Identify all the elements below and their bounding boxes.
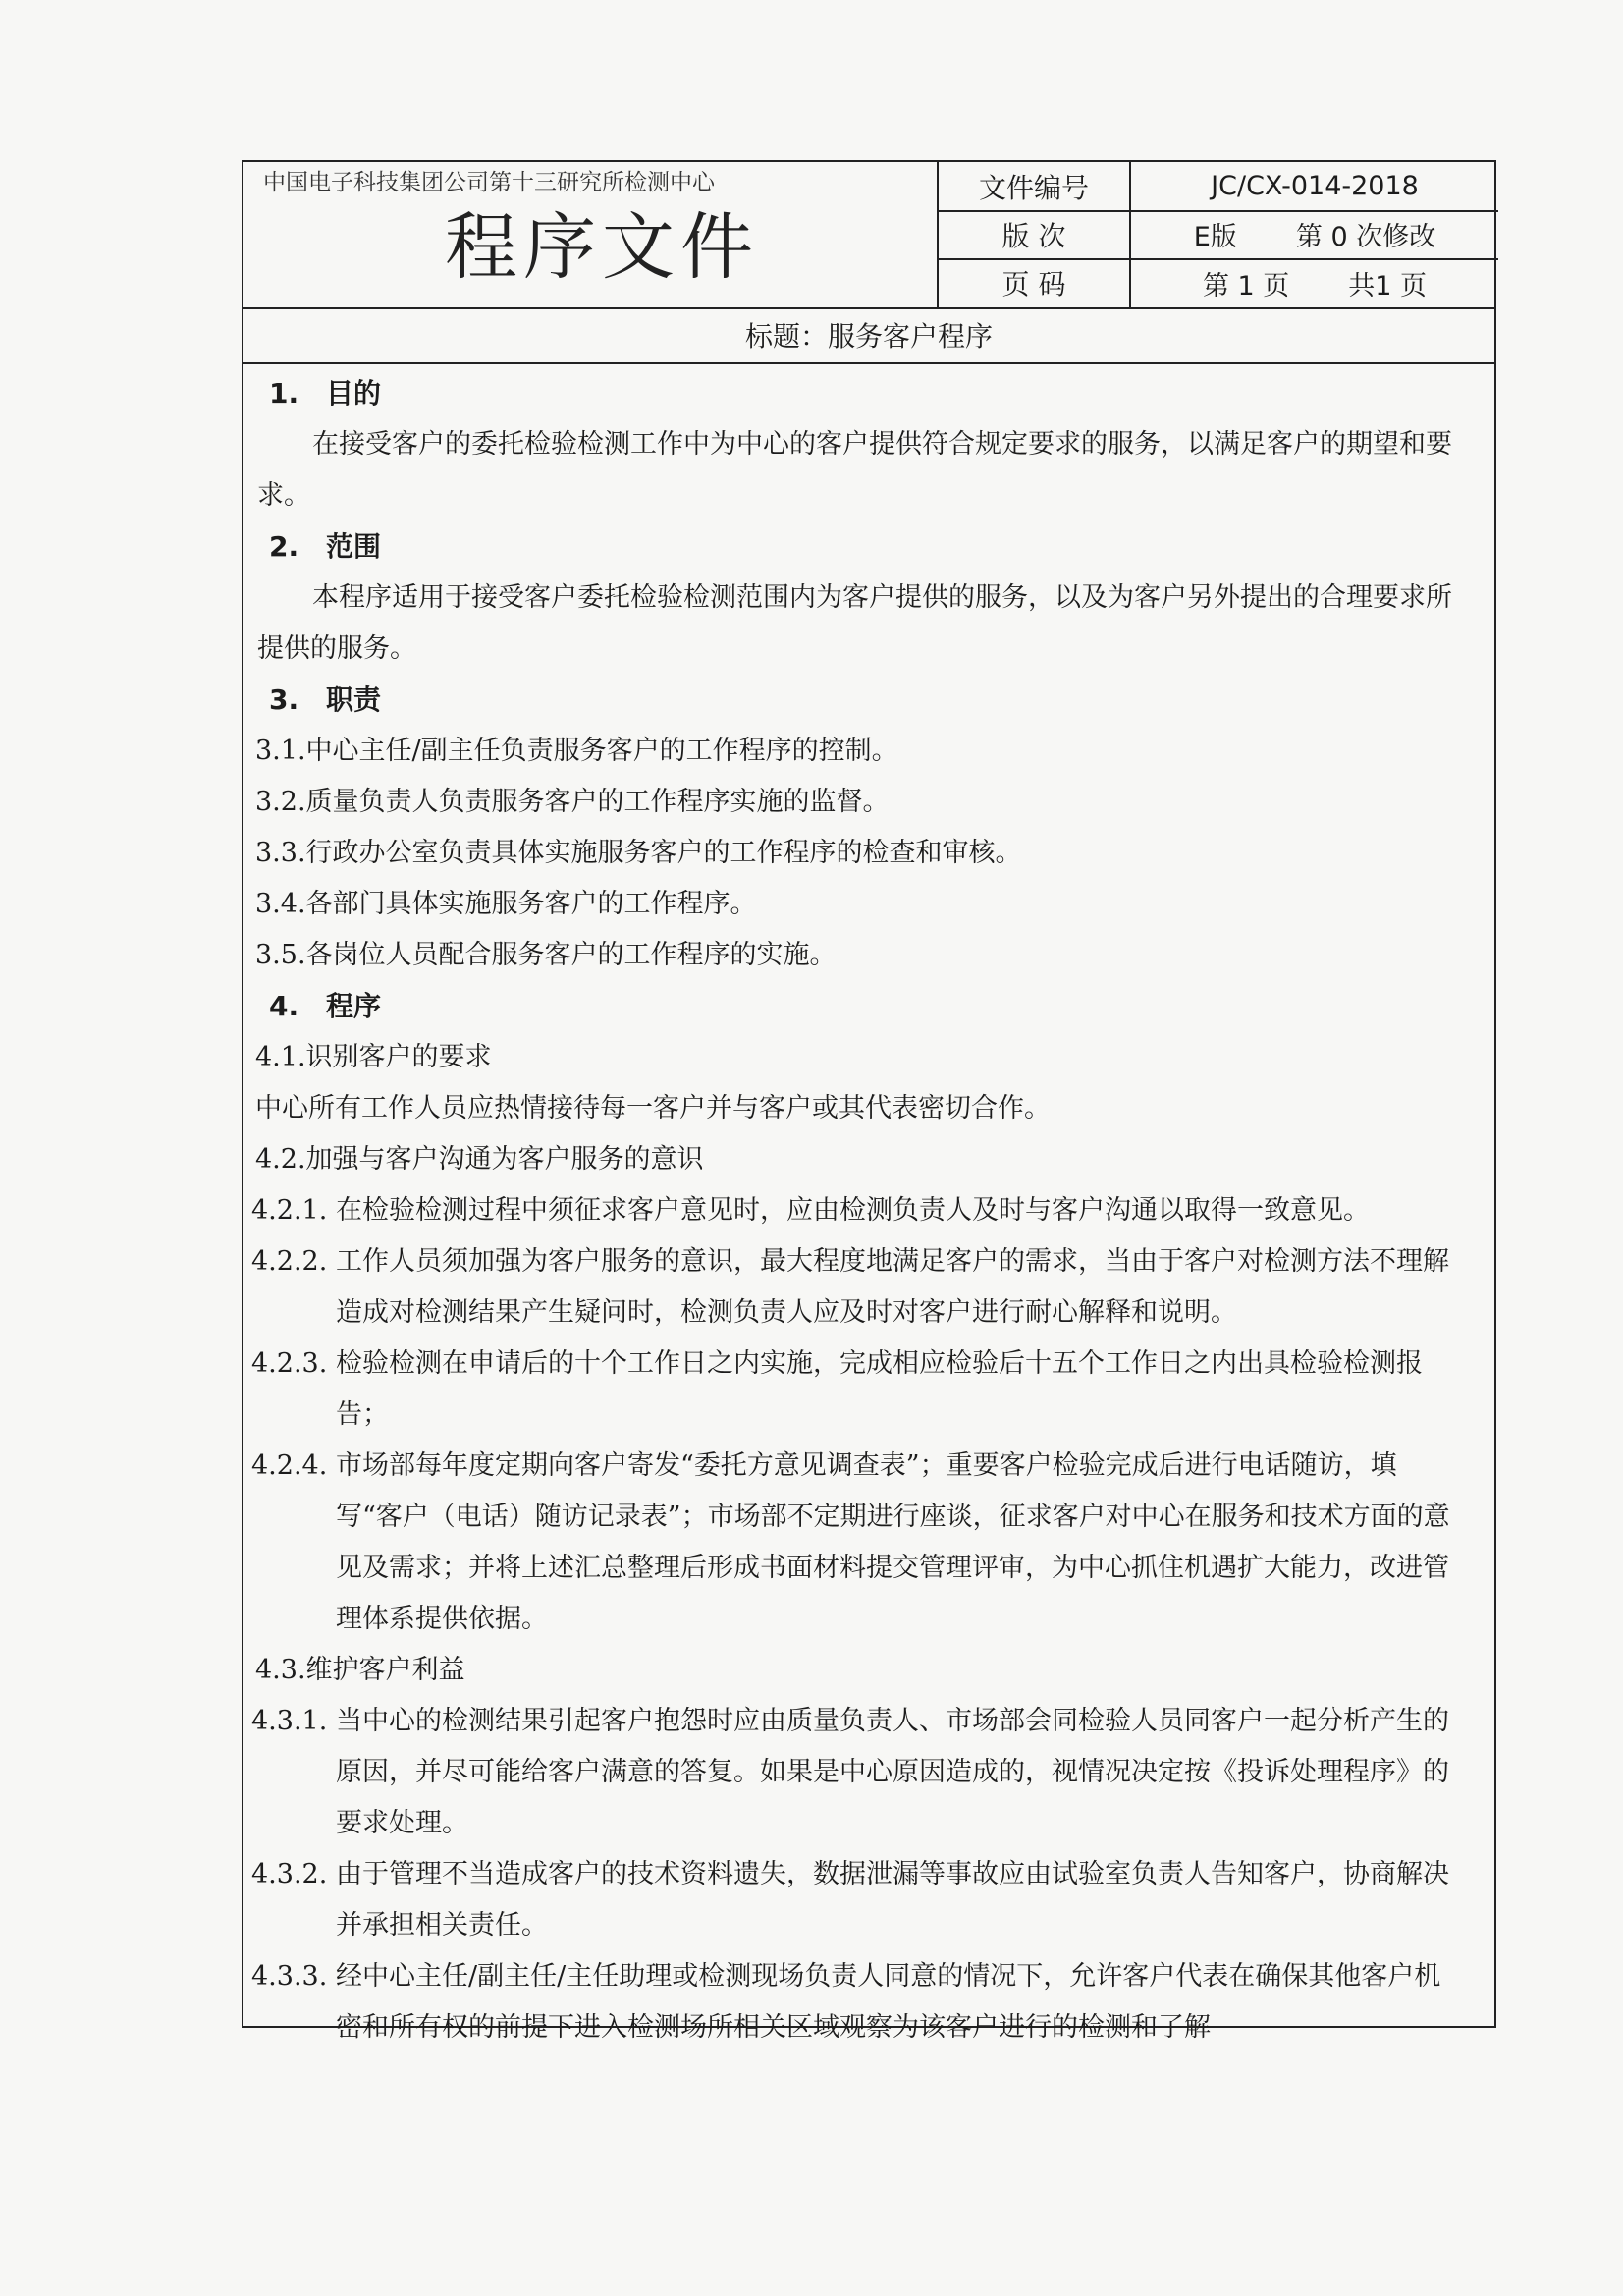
document-title: 标题：服务客户程序 [243, 307, 1494, 364]
clause-number: 4.3.1. [251, 1706, 328, 1736]
clause-4-3-3 [251, 1951, 1463, 2053]
page-label: 页 码 [939, 258, 1131, 307]
clause-4-2: 4.2.加强与客户沟通为客户服务的意识 [255, 1144, 704, 1175]
document-body [251, 368, 1463, 2053]
section-title: 目的 [326, 377, 382, 410]
clause-3-5: 3.5.各岗位人员配合服务客户的工作程序的实施。 [255, 940, 837, 970]
clause-4-2-4 [251, 1441, 1463, 1645]
clause-3-2: 3.2.质量负责人负责服务客户的工作程序实施的监督。 [255, 787, 890, 817]
clause-number: 4.2.4. [251, 1450, 328, 1481]
version-label: 版 次 [939, 210, 1131, 258]
clause-number: 4.2.1. [251, 1195, 328, 1226]
clause-4-3-2 [251, 1849, 1463, 1951]
section-number: 2. [269, 530, 299, 563]
organization-name: 中国电子科技集团公司第十三研究所检测中心 [263, 170, 715, 195]
version-row [939, 210, 1498, 260]
clause-number: 4.2.2. [251, 1246, 328, 1277]
section-title: 范围 [326, 530, 382, 563]
document-meta-table [937, 162, 1498, 307]
clause-4-1: 4.1.识别客户的要求 [255, 1042, 492, 1072]
version-edition: E版 [1193, 222, 1237, 252]
section-number: 4. [269, 990, 299, 1022]
clause-text: 工作人员须加强为客户服务的意识，最大程度地满足客户的需求，当由于客户对检测方法不理解造成对检测结果产生疑问时，检测负责人应及时对客户进行耐心解释和说明。 [336, 1246, 1449, 1328]
file-number-label: 文件编号 [939, 162, 1131, 210]
clause-text: 检验检测在申请后的十个工作日之内实施，完成相应检验后十五个工作日之内出具检验检测报告； [336, 1348, 1423, 1430]
clause-number: 4.3.3. [251, 1961, 328, 1992]
section-heading-3 [255, 675, 1463, 726]
document-page [242, 160, 1496, 2043]
clause-text: 经中心主任/副主任/主任助理或检测现场负责人同意的情况下，允许客户代表在确保其他客户机密和所有权的前提下进入检测场所相关区域观察为该客户进行的检测和了解 [336, 1961, 1441, 2043]
document-type: 程序文件 [445, 205, 759, 290]
section-heading-2 [255, 521, 1463, 573]
clause-text: 在检验检测过程中须征求客户意见时，应由检测负责人及时与客户沟通以取得一致意见。 [336, 1195, 1370, 1226]
clause-3-3: 3.3.行政办公室负责具体实施服务客户的工作程序的检查和审核。 [255, 838, 1022, 868]
page-row [939, 258, 1498, 307]
section-number: 3. [269, 683, 299, 716]
clause-3-4: 3.4.各部门具体实施服务客户的工作程序。 [255, 889, 757, 919]
section-1-paragraph: 在接受客户的委托检验检测工作中为中心的客户提供符合规定要求的服务，以满足客户的期望和要求。 [257, 429, 1452, 511]
section-title: 职责 [326, 683, 382, 716]
page-total: 共1 页 [1348, 270, 1428, 301]
document-header [243, 162, 1494, 309]
section-2-paragraph: 本程序适用于接受客户委托检验检测范围内为客户提供的服务，以及为客户另外提出的合理要求所提供的服务。 [257, 582, 1452, 664]
file-number-row [939, 162, 1498, 212]
clause-4-3: 4.3.维护客户利益 [255, 1655, 465, 1685]
clause-4-2-2 [251, 1236, 1463, 1339]
clause-text: 市场部每年度定期向客户寄发“委托方意见调查表”；重要客户检验完成后进行电话随访，填写“客户（电话）随访记录表”；市场部不定期进行座谈，征求客户对中心在服务和技术方面的意见及需求；并将上述汇总整理后形成书面材料提交管理评审，为中心抓住机遇扩大能力，改进管理体系提供依据。 [336, 1450, 1450, 1634]
clause-4-2-3 [251, 1339, 1463, 1441]
section-number: 1. [269, 377, 299, 410]
clause-3-1: 3.1.中心主任/副主任负责服务客户的工作程序的控制。 [255, 736, 898, 766]
file-number-value: JC/CX-014-2018 [1211, 171, 1419, 201]
clause-4-3-1 [251, 1696, 1463, 1849]
clause-text: 由于管理不当造成客户的技术资料遗失，数据泄漏等事故应由试验室负责人告知客户，协商解决并承担相关责任。 [336, 1859, 1449, 1941]
section-title: 程序 [326, 990, 382, 1022]
section-heading-1 [255, 368, 1463, 419]
clause-4-1-text: 中心所有工作人员应热情接待每一客户并与客户或其代表密切合作。 [255, 1093, 1051, 1123]
version-value [1131, 210, 1498, 258]
clause-4-2-1 [251, 1185, 1463, 1236]
clause-number: 4.2.3. [251, 1348, 328, 1379]
clause-number: 4.3.2. [251, 1859, 328, 1889]
page-value [1131, 258, 1498, 307]
version-revision: 第 0 次修改 [1295, 222, 1436, 252]
clause-text: 当中心的检测结果引起客户抱怨时应由质量负责人、市场部会同检验人员同客户一起分析产生的原因，并尽可能给客户满意的答复。如果是中心原因造成的，视情况决定按《投诉处理程序》的要求处理。 [336, 1706, 1449, 1838]
section-heading-4 [255, 981, 1463, 1032]
page-current: 第 1 页 [1202, 270, 1290, 301]
